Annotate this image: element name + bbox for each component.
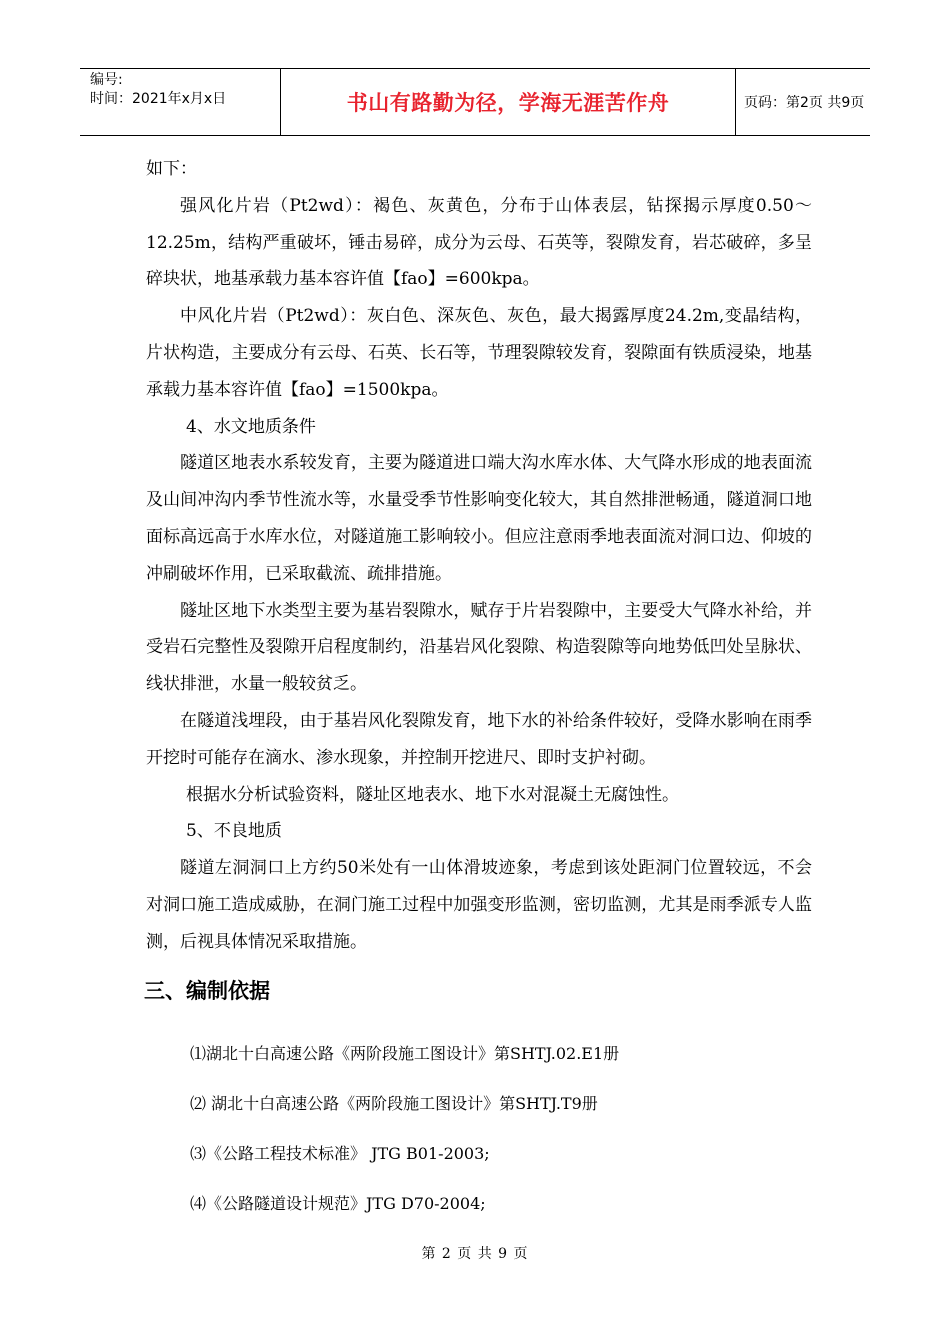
- subheading-adverse-geology: 5、不良地质: [186, 821, 282, 842]
- page-header: [80, 68, 870, 136]
- header-motto-cell: [281, 69, 736, 135]
- paragraph-water-analysis: 根据水分析试验资料，隧址区地表水、地下水对混凝土无腐蚀性。: [186, 784, 679, 805]
- document-number-label: 编号:: [90, 72, 123, 88]
- paragraph-moderately-weathered-schist: 中风化片岩（Pt2wd）：灰白色、深灰色、灰色，最大揭露厚度24.2m,变晶结构，片状构造，主要成分有云母、石英、长石等，节理裂隙较发育，裂隙面有铁质浸染，地基承载力基本容许值【fao】=1500kpa。: [146, 306, 812, 400]
- reference-item: ⑴湖北十白高速公路《两阶段施工图设计》第SHTJ.02.E1册: [190, 1044, 620, 1063]
- paragraph-groundwater: 隧址区地下水类型主要为基岩裂隙水，赋存于片岩裂隙中，主要受大气降水补给，并受岩石完整性及裂隙开启程度制约，沿基岩风化裂隙、构造裂隙等向地势低凹处呈脉状、线状排泄，水量一般较贫乏。: [146, 600, 812, 695]
- paragraph-landslide: 隧道左洞洞口上方约50米处有一山体滑坡迹象，考虑到该处距洞门位置较远，不会对洞口施工造成威胁，在洞门施工过程中加强变形监测，密切监测，尤其是雨季派专人监测，后视具体情况采取措施。: [146, 858, 812, 952]
- header-page-info: 页码：第2页 共9页: [744, 95, 865, 111]
- document-body: [146, 151, 812, 961]
- header-meta: [80, 69, 281, 135]
- page-footer: 第 2 页 共 9 页: [421, 1246, 529, 1262]
- paragraph-shallow-section: 在隧道浅埋段，由于基岩风化裂隙发育，地下水的补给条件较好，受降水影响在雨季开挖时可能存在滴水、渗水现象，并控制开挖进尺、即时支护衬砌。: [146, 710, 812, 768]
- reference-item: ⑶《公路工程技术标准》 JTG B01-2003;: [190, 1144, 490, 1163]
- header-motto: 书山有路勤为径，学海无涯苦作舟: [346, 91, 670, 115]
- reference-list: [190, 1040, 810, 1240]
- reference-item: ⑵ 湖北十白高速公路《两阶段施工图设计》第SHTJ.T9册: [190, 1094, 598, 1113]
- paragraph-intro: 如下：: [146, 159, 197, 179]
- section-title: 三、编制依据: [144, 979, 270, 1003]
- subheading-hydrogeology: 4、水文地质条件: [186, 416, 316, 437]
- reference-item: ⑷《公路隧道设计规范》JTG D70-2004;: [190, 1194, 486, 1213]
- document-time-label: 时间：2021年x月x日: [90, 91, 227, 107]
- paragraph-surface-water: 隧道区地表水系较发育，主要为隧道进口端大沟水库水体、大气降水形成的地表面流及山间冲沟内季节性流水等，水量受季节性影响变化较大，其自然排泄畅通，隧道洞口地面标高远高于水库水位，对隧道施工影响较小。但应注意雨季地表面流对洞口边、仰坡的冲刷破坏作用，已采取截流、疏排措施。: [146, 453, 812, 584]
- paragraph-strongly-weathered-schist: 强风化片岩（Pt2wd）：褐色、灰黄色，分布于山体表层，钻探揭示厚度0.50～12.25m，结构严重破坏，锤击易碎，成分为云母、石英等，裂隙发育，岩芯破碎，多呈碎块状，地基承载力基本容许值【fao】=600kpa。: [146, 195, 812, 290]
